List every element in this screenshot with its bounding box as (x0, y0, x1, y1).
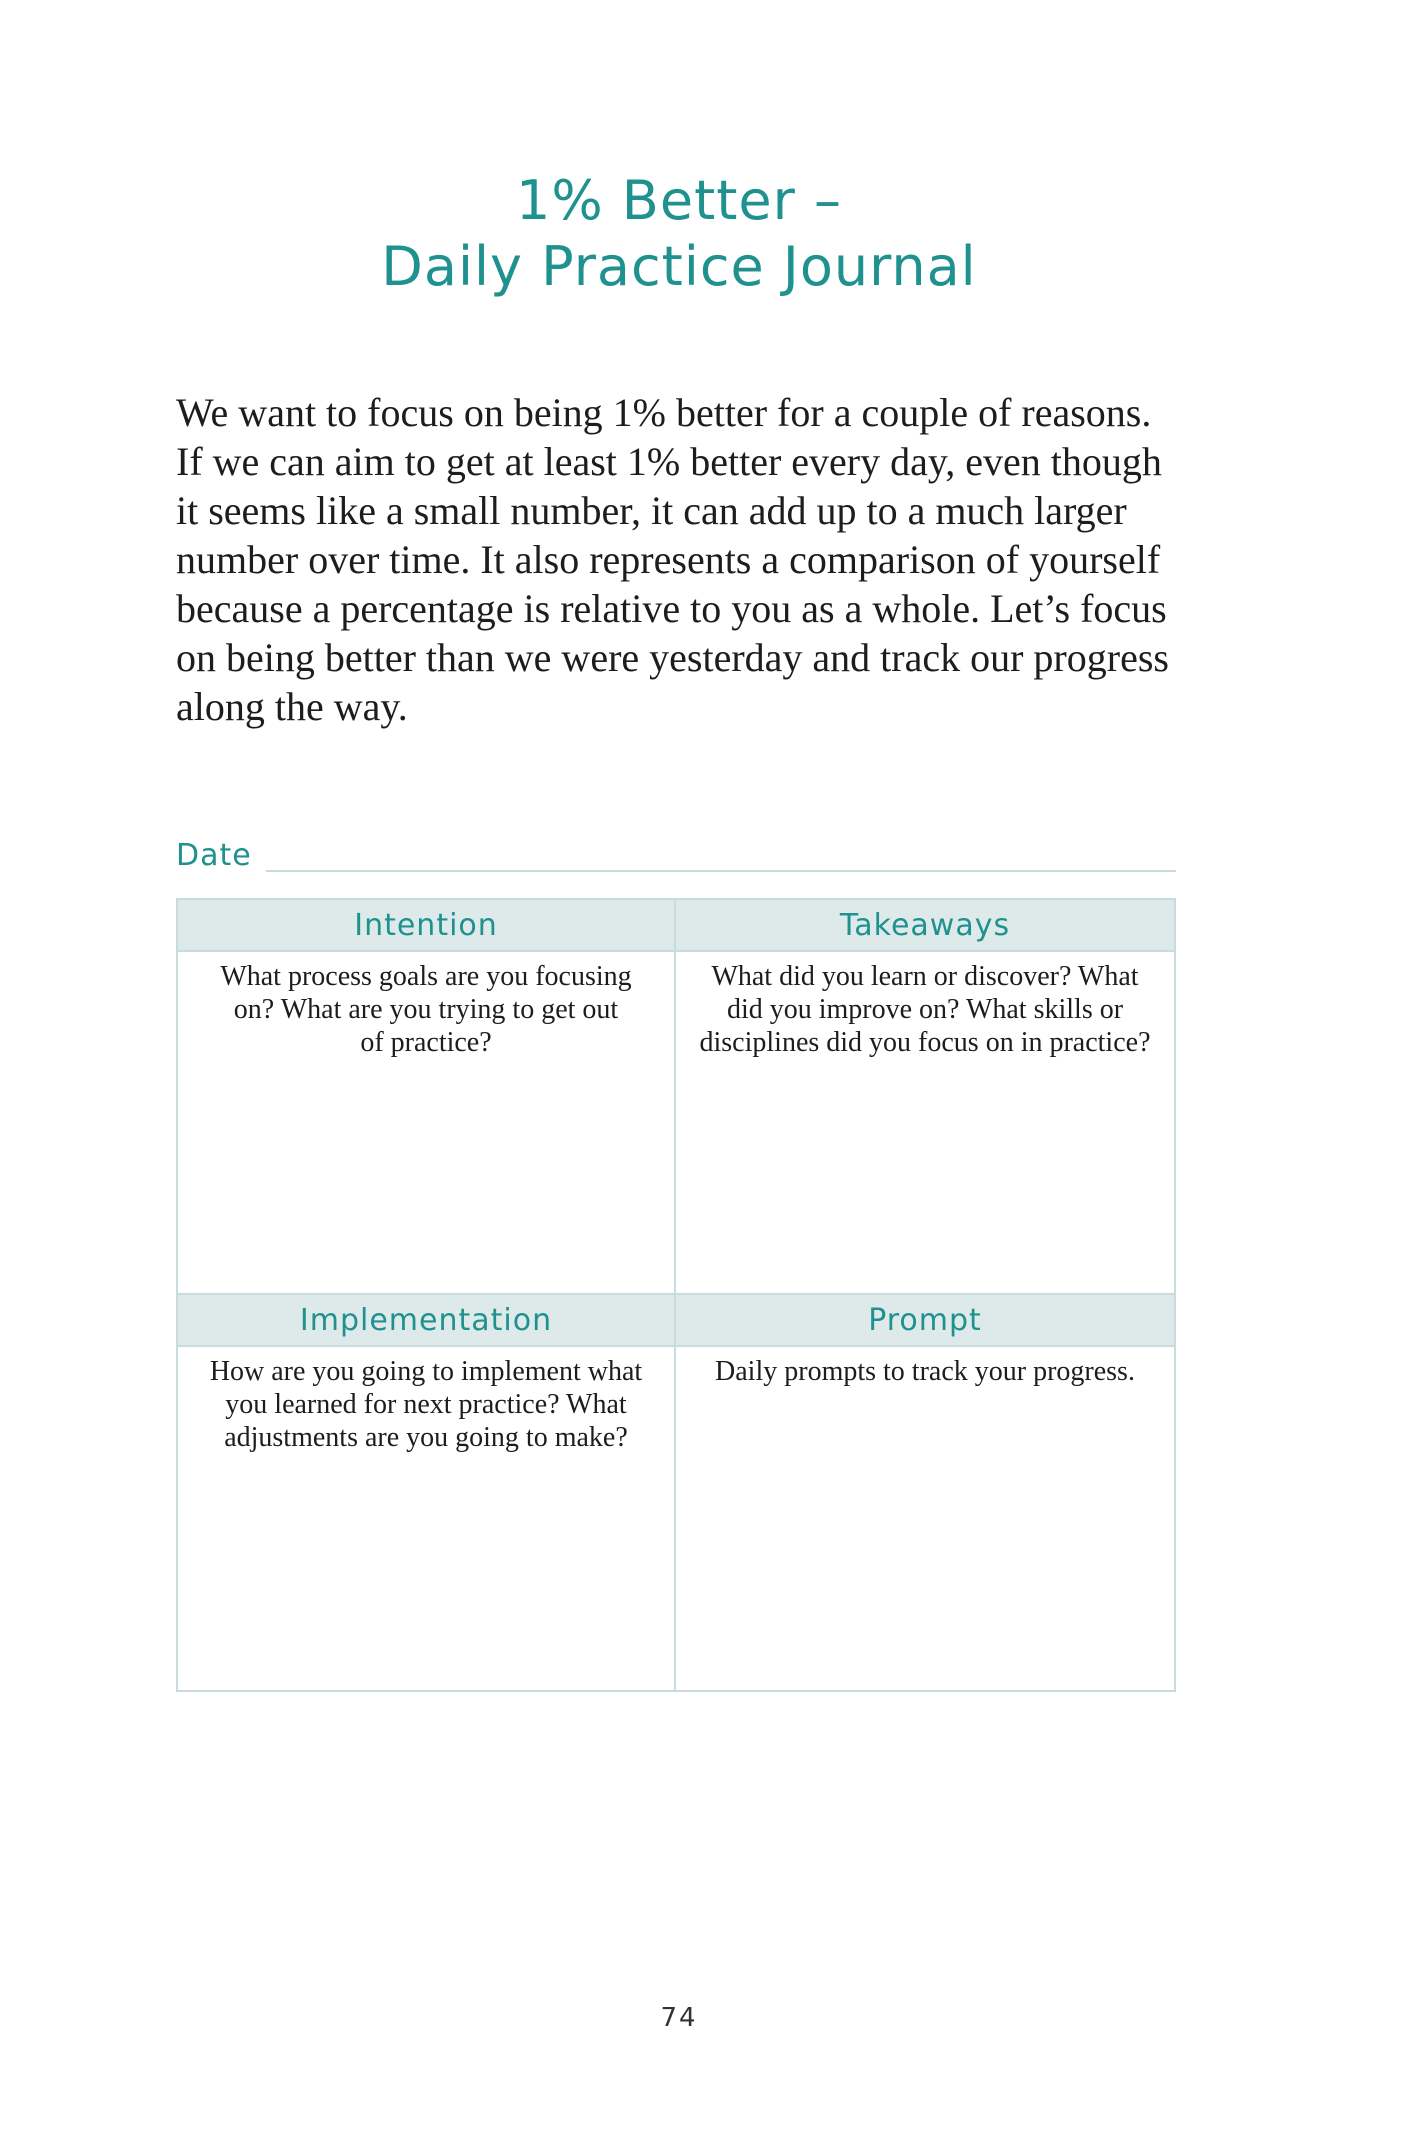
intro-line: number over time. It also represents a comparison of yourself (176, 537, 1161, 582)
intention-prompt-line: of practice? (360, 1027, 492, 1058)
prompt-cell[interactable] (676, 1295, 1174, 1690)
prompt-prompt (676, 1347, 1174, 1388)
intention-heading: Intention (178, 900, 674, 952)
intro-line: If we can aim to get at least 1% better every day, even though (176, 439, 1162, 484)
journal-grid (176, 898, 1176, 1692)
page-title (0, 168, 1358, 300)
prompt-heading: Prompt (676, 1295, 1174, 1347)
implementation-prompt-line: you learned for next practice? What (225, 1389, 627, 1420)
page-number: 74 (660, 2003, 698, 2033)
takeaways-cell[interactable] (676, 900, 1174, 1295)
intro-line: on being better than we were yesterday and track our progress (176, 635, 1169, 680)
intro-line: it seems like a small number, it can add up to a much larger (176, 488, 1127, 533)
implementation-prompt (178, 1347, 674, 1454)
date-label: Date (176, 838, 252, 873)
takeaways-prompt-line: did you improve on? What skills or (726, 994, 1124, 1025)
page-title-line-1: 1% Better – (515, 169, 843, 232)
intro-paragraph (176, 388, 1186, 731)
takeaways-heading: Takeaways (676, 900, 1174, 952)
implementation-heading: Implementation (178, 1295, 674, 1347)
prompt-prompt-line: Daily prompts to track your progress. (715, 1356, 1135, 1387)
date-row (176, 838, 1176, 878)
takeaways-prompt-line: disciplines did you focus on in practice? (699, 1027, 1151, 1058)
intro-line: along the way. (176, 684, 408, 729)
intention-prompt-line: on? What are you trying to get out (233, 994, 619, 1025)
implementation-prompt-line: How are you going to implement what (209, 1356, 643, 1387)
intro-line: We want to focus on being 1% better for a couple of reasons. (176, 390, 1152, 435)
intention-prompt-line: What process goals are you focusing (220, 961, 632, 992)
takeaways-prompt (676, 952, 1174, 1059)
page-title-line-2: Daily Practice Journal (381, 235, 977, 298)
intro-line: because a percentage is relative to you as a whole. Let’s focus (176, 586, 1167, 631)
date-write-line[interactable] (266, 870, 1176, 872)
takeaways-prompt-line: What did you learn or discover? What (711, 961, 1139, 992)
intention-prompt (178, 952, 674, 1059)
intention-cell[interactable] (178, 900, 676, 1295)
implementation-cell[interactable] (178, 1295, 676, 1690)
implementation-prompt-line: adjustments are you going to make? (224, 1422, 628, 1453)
